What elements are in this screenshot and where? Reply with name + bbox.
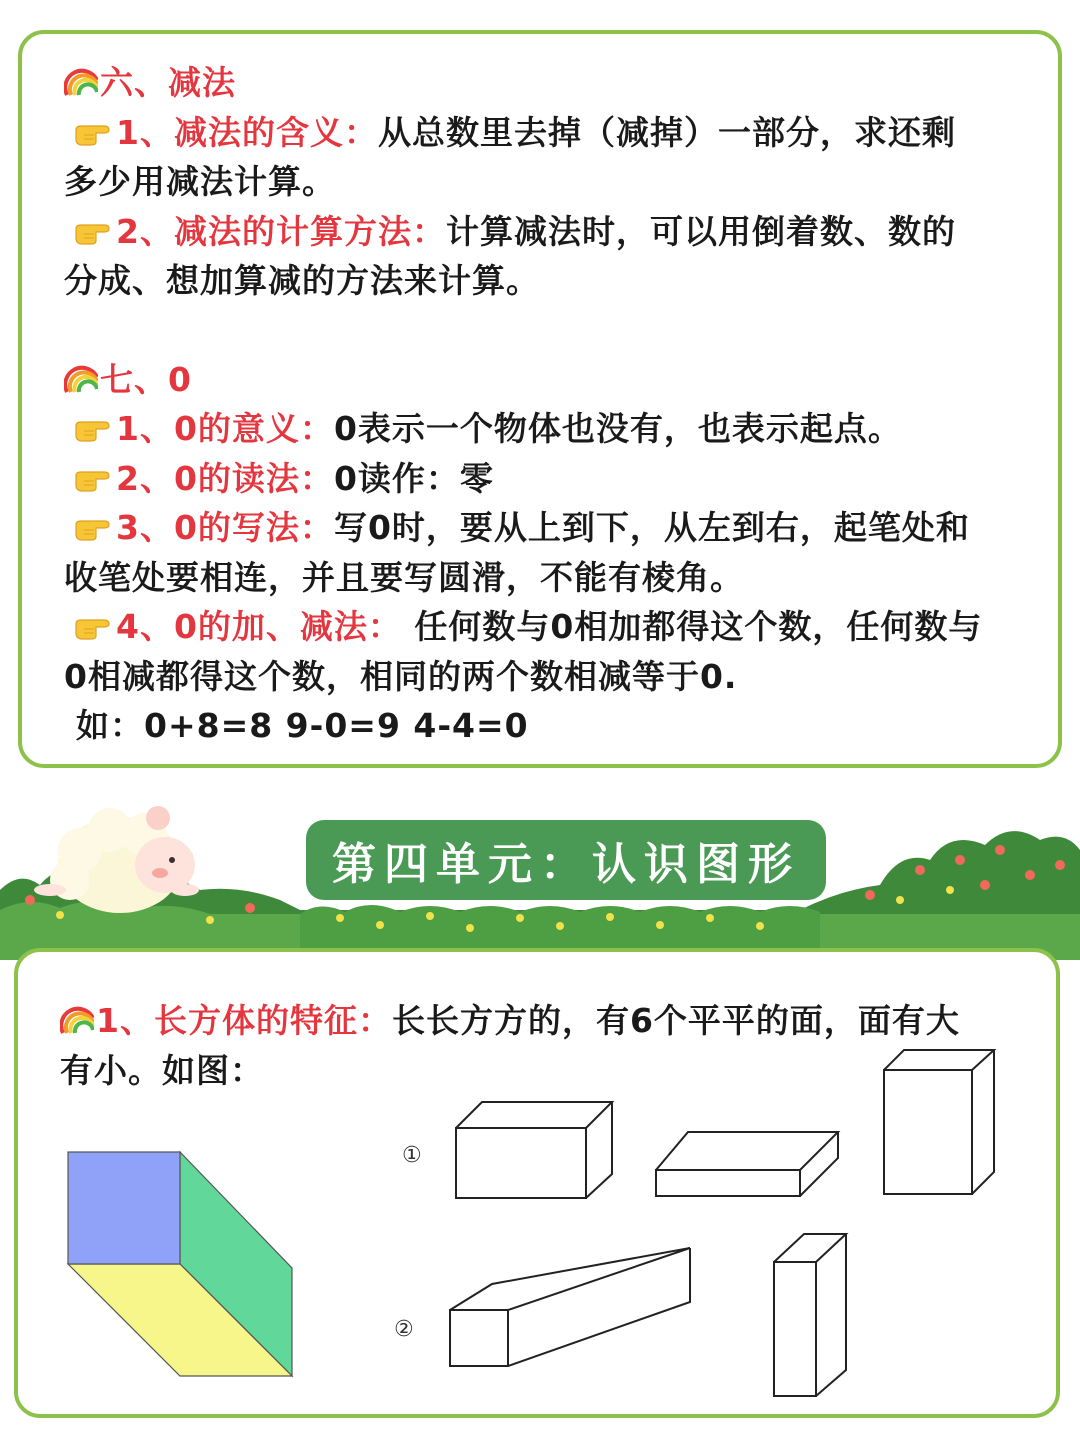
item-text: 写0时，要从上到下，从左到右，起笔处和: [333, 508, 970, 547]
section6-item1-cont: 多少用减法计算。: [64, 162, 336, 201]
cuboid-figure: [18, 952, 1058, 1418]
section7-item4-cont: 0相减都得这个数，相同的两个数相减等于0.: [64, 656, 738, 696]
section7-heading: 七、0: [64, 355, 1030, 405]
section7-example: 如：0+8=8 9-0=9 4-4=0: [76, 706, 529, 745]
section6-item2: [64, 207, 1030, 257]
item-text: 任何数与0相加都得这个数，任何数与: [401, 607, 983, 646]
item-label: 4、0的加、减法：: [116, 607, 402, 646]
item-label: 3、0的写法：: [116, 508, 334, 547]
content-card-top: [18, 30, 1062, 768]
item-text: 长长方方的，有6个平平的面，面有大: [391, 1001, 960, 1040]
pointing-hand-icon: [74, 219, 112, 245]
item-label: 2、0的读法：: [116, 458, 334, 498]
pointing-hand-icon: [74, 614, 112, 640]
unit-banner: [0, 790, 1080, 960]
wireframe-cuboids: [450, 1050, 994, 1396]
item-label: 2、减法的计算方法：: [116, 211, 446, 251]
section7-item3: [64, 503, 1030, 553]
item-text: 从总数里去掉（减掉）一部分，求还剩: [377, 112, 956, 152]
item-text: 计算减法时，可以用倒着数、数的: [445, 211, 956, 251]
item-text: 0读作：零: [333, 458, 494, 498]
section6-item1: [64, 108, 1030, 158]
pointing-hand-icon: [74, 416, 112, 442]
rainbow-icon: [64, 364, 98, 394]
marker-2: ②: [394, 1317, 414, 1342]
section7-item3-cont: 收笔处要相连，并且要写圆滑，不能有棱角。: [64, 557, 744, 597]
marker-1: ①: [402, 1143, 422, 1168]
item-label: 1、0的意义：: [116, 409, 334, 448]
pointing-hand-icon: [74, 120, 112, 146]
section7-item4: [64, 602, 1030, 652]
item-text: 0表示一个物体也没有，也表示起点。: [333, 409, 902, 448]
item-label: 1、长方体的特征：: [96, 1001, 392, 1040]
cuboid-feature-cont: 有小。如图：: [60, 1050, 264, 1090]
content-card-bottom: [14, 948, 1060, 1418]
pointing-hand-icon: [74, 466, 112, 492]
colored-cuboid-figure: [68, 1152, 292, 1376]
text-block-top: [64, 58, 1030, 751]
unit-title: 第四单元：认识图形: [306, 820, 826, 900]
item-label: 1、减法的含义：: [116, 112, 378, 152]
rainbow-icon: [64, 67, 98, 97]
section6-item2-cont: 分成、想加算减的方法来计算。: [64, 261, 540, 300]
pointing-hand-icon: [74, 515, 112, 541]
section7-item1: [64, 404, 1030, 454]
section6-heading: 六、减法: [64, 58, 1030, 108]
section7-item2: [64, 454, 1030, 504]
